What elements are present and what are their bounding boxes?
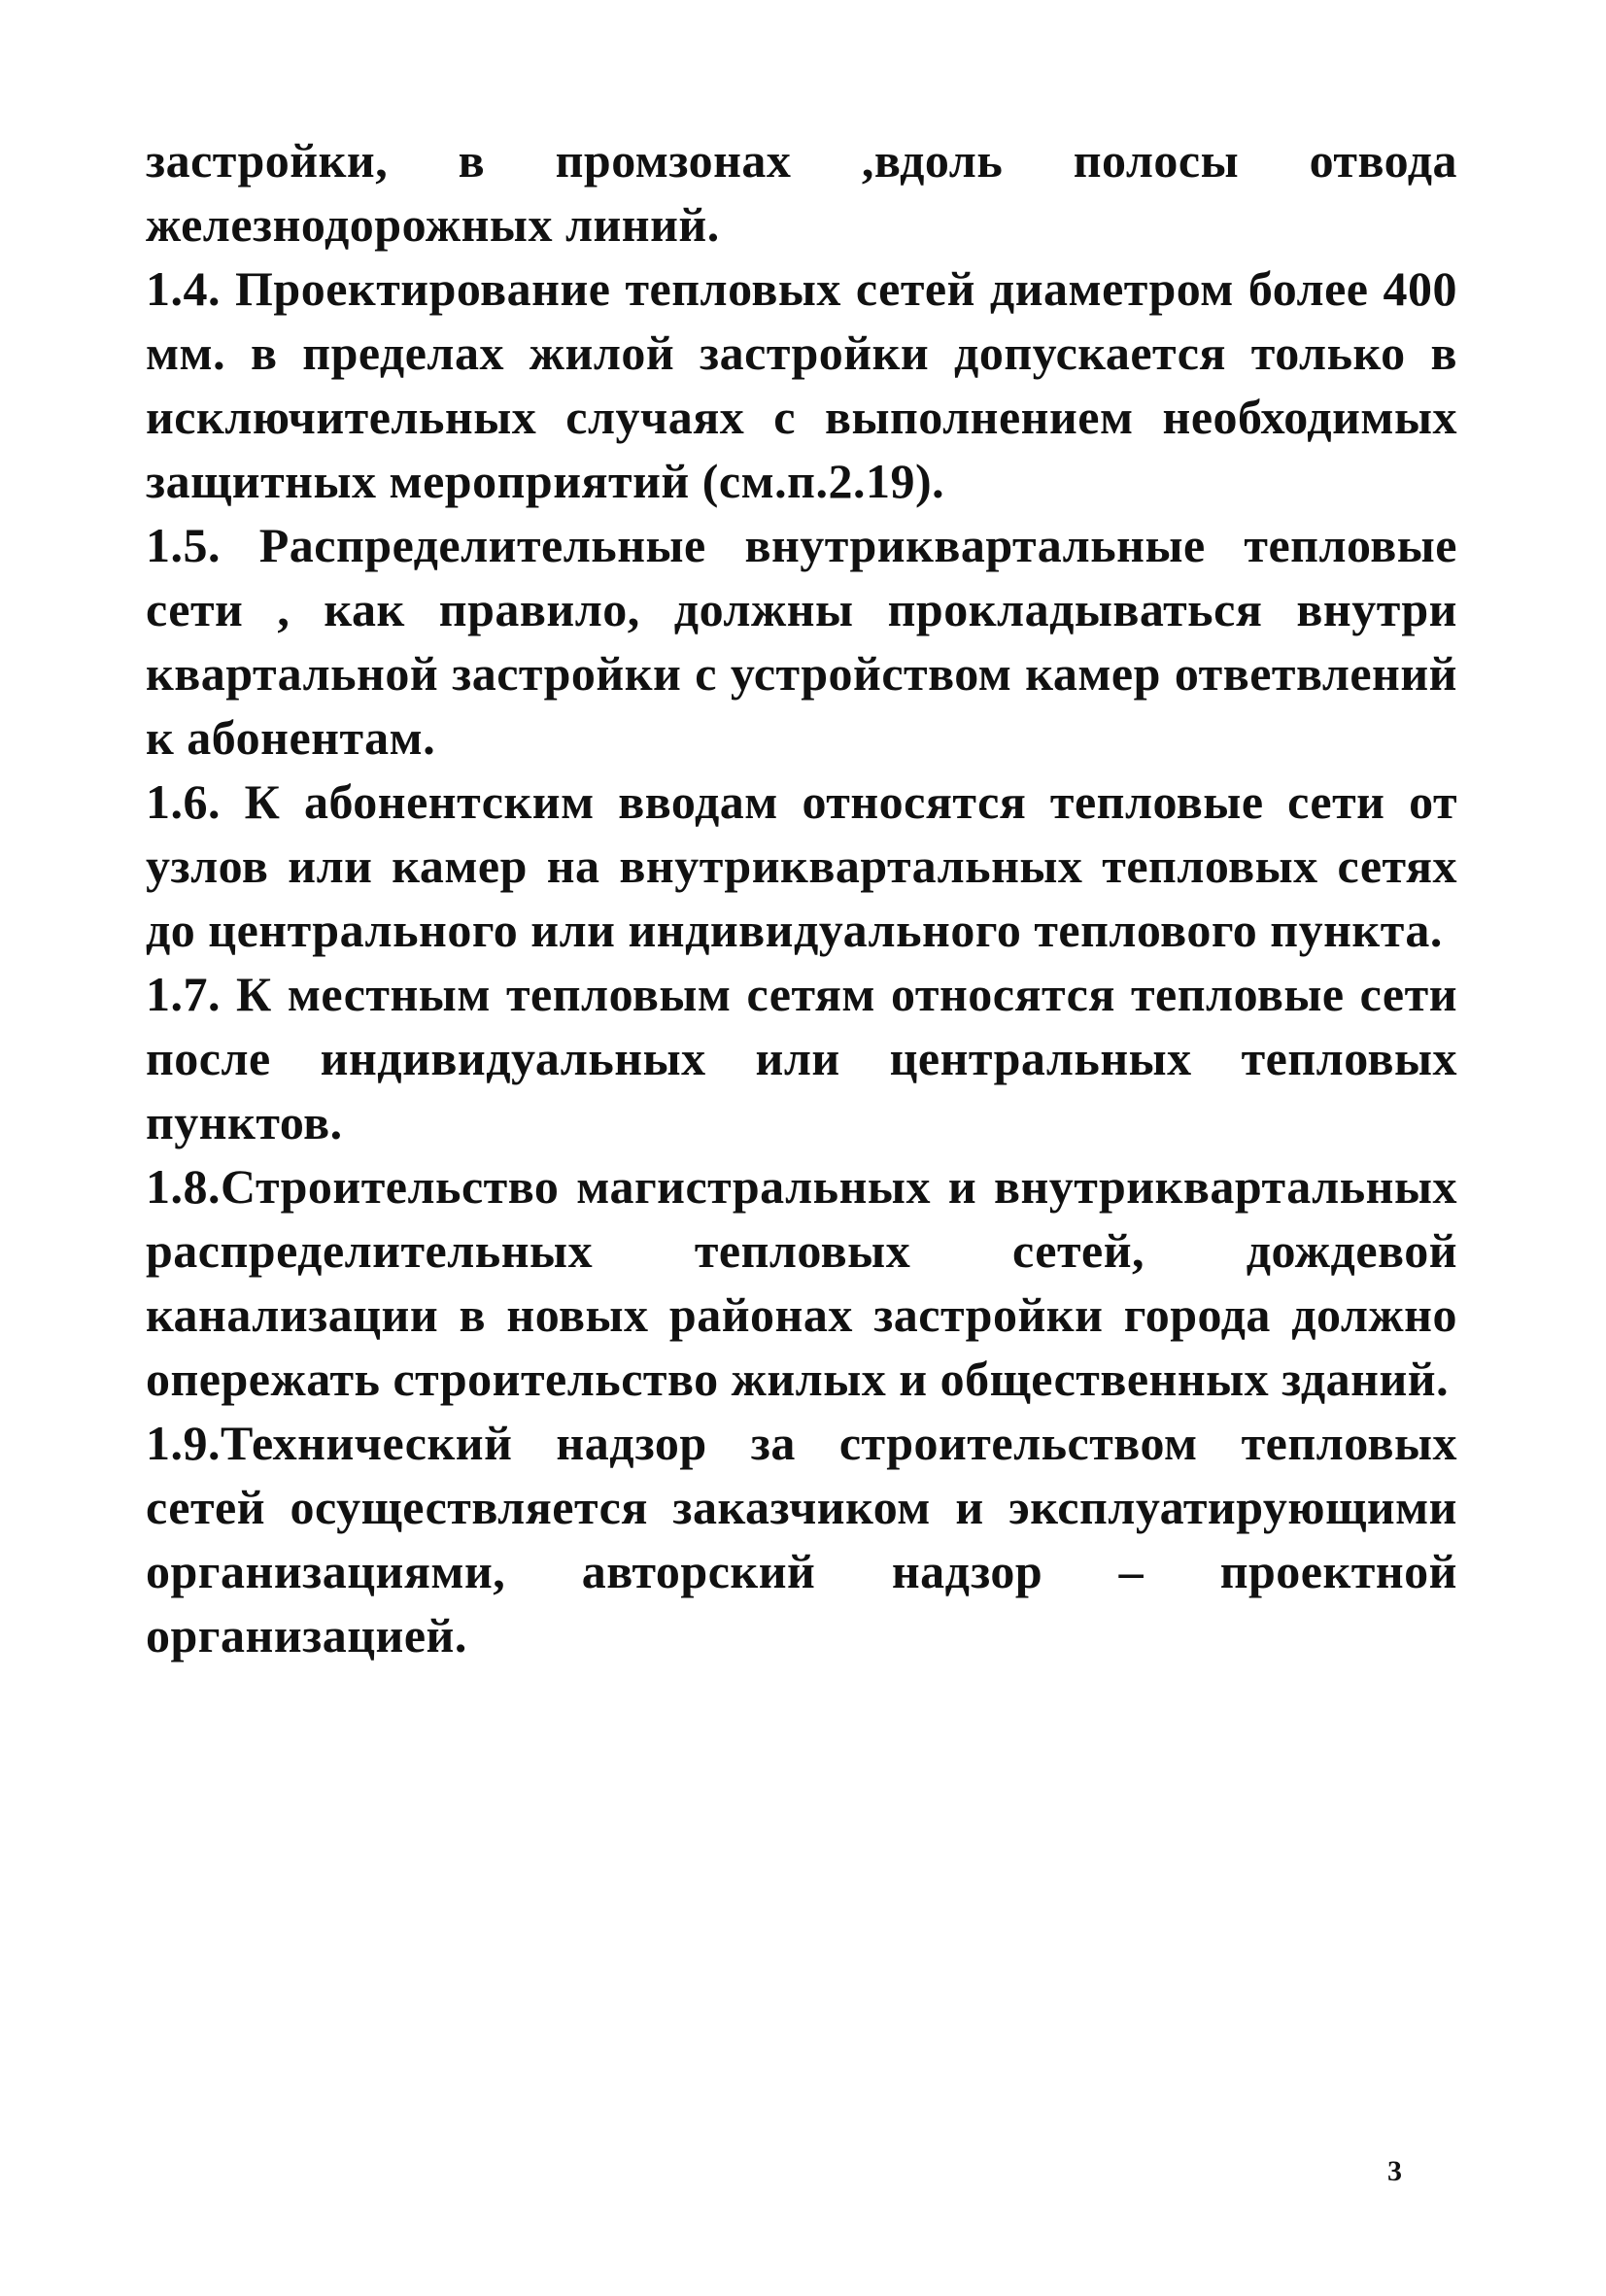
paragraph-continuation: застройки, в промзонах ,вдоль полосы отвода железнодорожных линий. xyxy=(146,133,1457,252)
body-text xyxy=(146,128,1457,1667)
paragraph-1-5: 1.5. Распределительные внутриквартальные тепловые сети , как правило, должны прокладываться внутри квартальной застройки с устройством камер ответвлений к абонентам. xyxy=(146,518,1457,765)
paragraph-1-7: 1.7. К местным тепловым сетям относятся тепловые сети после индивидуальных или центральных тепловых пунктов. xyxy=(146,967,1457,1149)
paragraph-1-4: 1.4. Проектирование тепловых сетей диаметром более 400 мм. в пределах жилой застройки допускается только в исключительных случаях с выполнением необходимых защитных мероприятий (см.п.2.19). xyxy=(146,261,1457,508)
page-number: 3 xyxy=(1387,2155,1402,2187)
paragraph-1-9: 1.9.Технический надзор за строительством тепловых сетей осуществляется заказчиком и эксплуатирующими организациями, авторский надзор – проектной организацией. xyxy=(146,1416,1457,1662)
paragraph-1-8: 1.8.Строительство магистральных и внутриквартальных распределительных тепловых сетей, дождевой канализации в новых районах застройки города должно опережать строительство жилых и общественных зданий. xyxy=(146,1159,1457,1406)
paragraph-1-6: 1.6. К абонентским вводам относятся тепловые сети от узлов или камер на внутриквартальных тепловых сетях до центрального или индивидуального теплового пункта. xyxy=(146,774,1457,957)
